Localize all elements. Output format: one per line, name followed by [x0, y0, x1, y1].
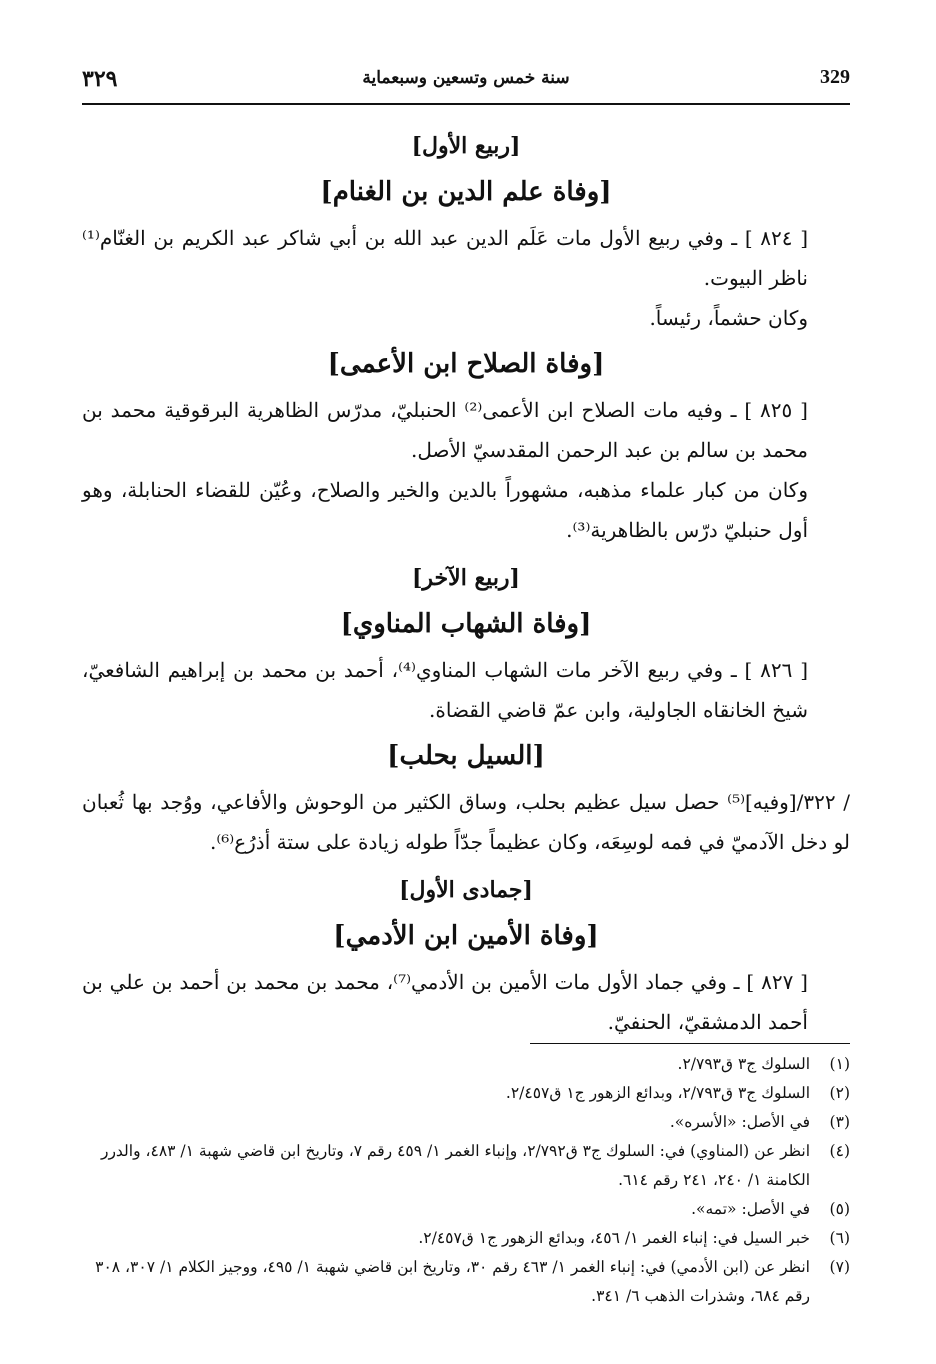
footnote-number: (٧) — [829, 1258, 850, 1276]
entry-heading: [وفاة الأمين ابن الأدمي] — [333, 921, 599, 951]
paragraph: [ ٨٢٤ ] ـ وفي ربيع الأول مات عَلَم الدين عبد الله بن أبي شاكر عبد الكريم بن الغنّام⁽¹⁾ ناظر البيوت. — [82, 226, 808, 290]
entry-heading: [وفاة الشهاب المناوي] — [340, 609, 592, 639]
footnote-text: خبر السيل في: إنباء الغمر ١/ ٤٥٦، وبدائع الزهور ج١ ق٢/٤٥٧. — [418, 1229, 810, 1247]
footnote — [82, 1108, 850, 1137]
paragraph: [ ٨٢٥ ] ـ وفيه مات الصلاح ابن الأعمى⁽²⁾ الحنبليّ، مدرّس الظاهرية البرقوقية محمد بن محمد بن سالم بن عبد الرحمن المقدسيّ الأصل. — [82, 398, 808, 462]
paragraph: وكان حشماً، رئيساً. — [649, 306, 808, 330]
footnote — [82, 1079, 850, 1108]
footnote-number: (٣) — [829, 1113, 850, 1131]
page-number-latin: 329 — [820, 66, 850, 88]
footnote-number: (٢) — [829, 1084, 850, 1102]
footnote-rule — [530, 1043, 850, 1044]
footnote — [82, 1195, 850, 1224]
footnote-text: السلوك ج٣ ق٢/٧٩٣، وبدائع الزهور ج١ ق٢/٤٥٧. — [505, 1084, 810, 1102]
paragraph: [ ٨٢٧ ] ـ وفي جماد الأول مات الأمين بن الأدمي⁽⁷⁾، محمد بن محمد بن أحمد بن علي بن أحمد الدمشقيّ، الحنفيّ. — [82, 970, 808, 1034]
section-heading: [ربيع الأول] — [411, 133, 521, 159]
entry-heading: [السيل بحلب] — [387, 741, 545, 771]
footnote — [82, 1137, 850, 1195]
footnote — [82, 1050, 850, 1079]
footnote-number: (٦) — [829, 1229, 850, 1247]
footnote-number: (٥) — [829, 1200, 850, 1218]
paragraph: وكان من كبار علماء مذهبه، مشهوراً بالدين والخير والصلاح، وعُيّن للقضاء الحنابلة، وهو أول حنبليّ درّس بالظاهرية⁽³⁾. — [82, 478, 808, 542]
footnote — [82, 1224, 850, 1253]
footnote-number: (٤) — [829, 1142, 850, 1160]
footnote-text: انظر عن (المناوي) في: السلوك ج٣ ق٢/٧٩٢، وإنباء الغمر ١/ ٤٥٩ رقم ٧، وتاريخ ابن قاضي شهبة ١/ ٤٨٣، والدرر الكامنة ١/ ٢٤٠، ٢٤١ رقم ٦١٤. — [100, 1142, 810, 1189]
footnote-number: (١) — [829, 1055, 850, 1073]
paragraph: [ ٨٢٦ ] ـ وفي ربيع الآخر مات الشهاب المناوي⁽⁴⁾، أحمد بن محمد بن إبراهيم الشافعيّ، شيخ الخانقاه الجاولية، وابن عمّ قاضي القضاة. — [82, 658, 809, 722]
page-number-arabic: ٣٢٩ — [82, 66, 118, 92]
footnotes — [82, 1050, 850, 1311]
footnote-text: في الأصل: «تمه». — [691, 1200, 810, 1218]
footnote — [82, 1253, 850, 1311]
entry-heading: [وفاة الصلاح ابن الأعمى] — [327, 349, 605, 379]
page-header — [82, 62, 850, 102]
footnote-text: في الأصل: «الأسره». — [669, 1113, 810, 1131]
main-text — [82, 118, 850, 1042]
running-title: سنة خمس وتسعين وسبعماية — [362, 68, 570, 88]
paragraph: / ٣٢٢/[وفيه]⁽⁵⁾ حصل سيل عظيم بحلب، وساق الكثير من الوحوش والأفاعي، ووُجد بها ثُعبان لو دخل الآدميّ في فمه لوسِعَه، وكان عظيماً جدّاً طوله زيادة على ستة أذرُع⁽⁶⁾. — [82, 790, 850, 854]
section-heading: [جمادى الأول] — [399, 877, 533, 903]
entry-heading: [وفاة علم الدين بن الغنام] — [320, 177, 612, 207]
footnote-text: انظر عن (ابن الأدمي) في: إنباء الغمر ١/ ٤٦٣ رقم ٣٠، وتاريخ ابن قاضي شهبة ١/ ٤٩٥، ووجيز الكلام ١/ ٣٠٧، ٣٠٨ رقم ٦٨٤، وشذرات الذهب ٦/ ٣٤١. — [95, 1258, 810, 1305]
footnote-text: السلوك ج٣ ق٢/٧٩٣. — [677, 1055, 810, 1073]
section-heading: [ربيع الآخر] — [412, 565, 520, 591]
header-rule — [82, 103, 850, 105]
